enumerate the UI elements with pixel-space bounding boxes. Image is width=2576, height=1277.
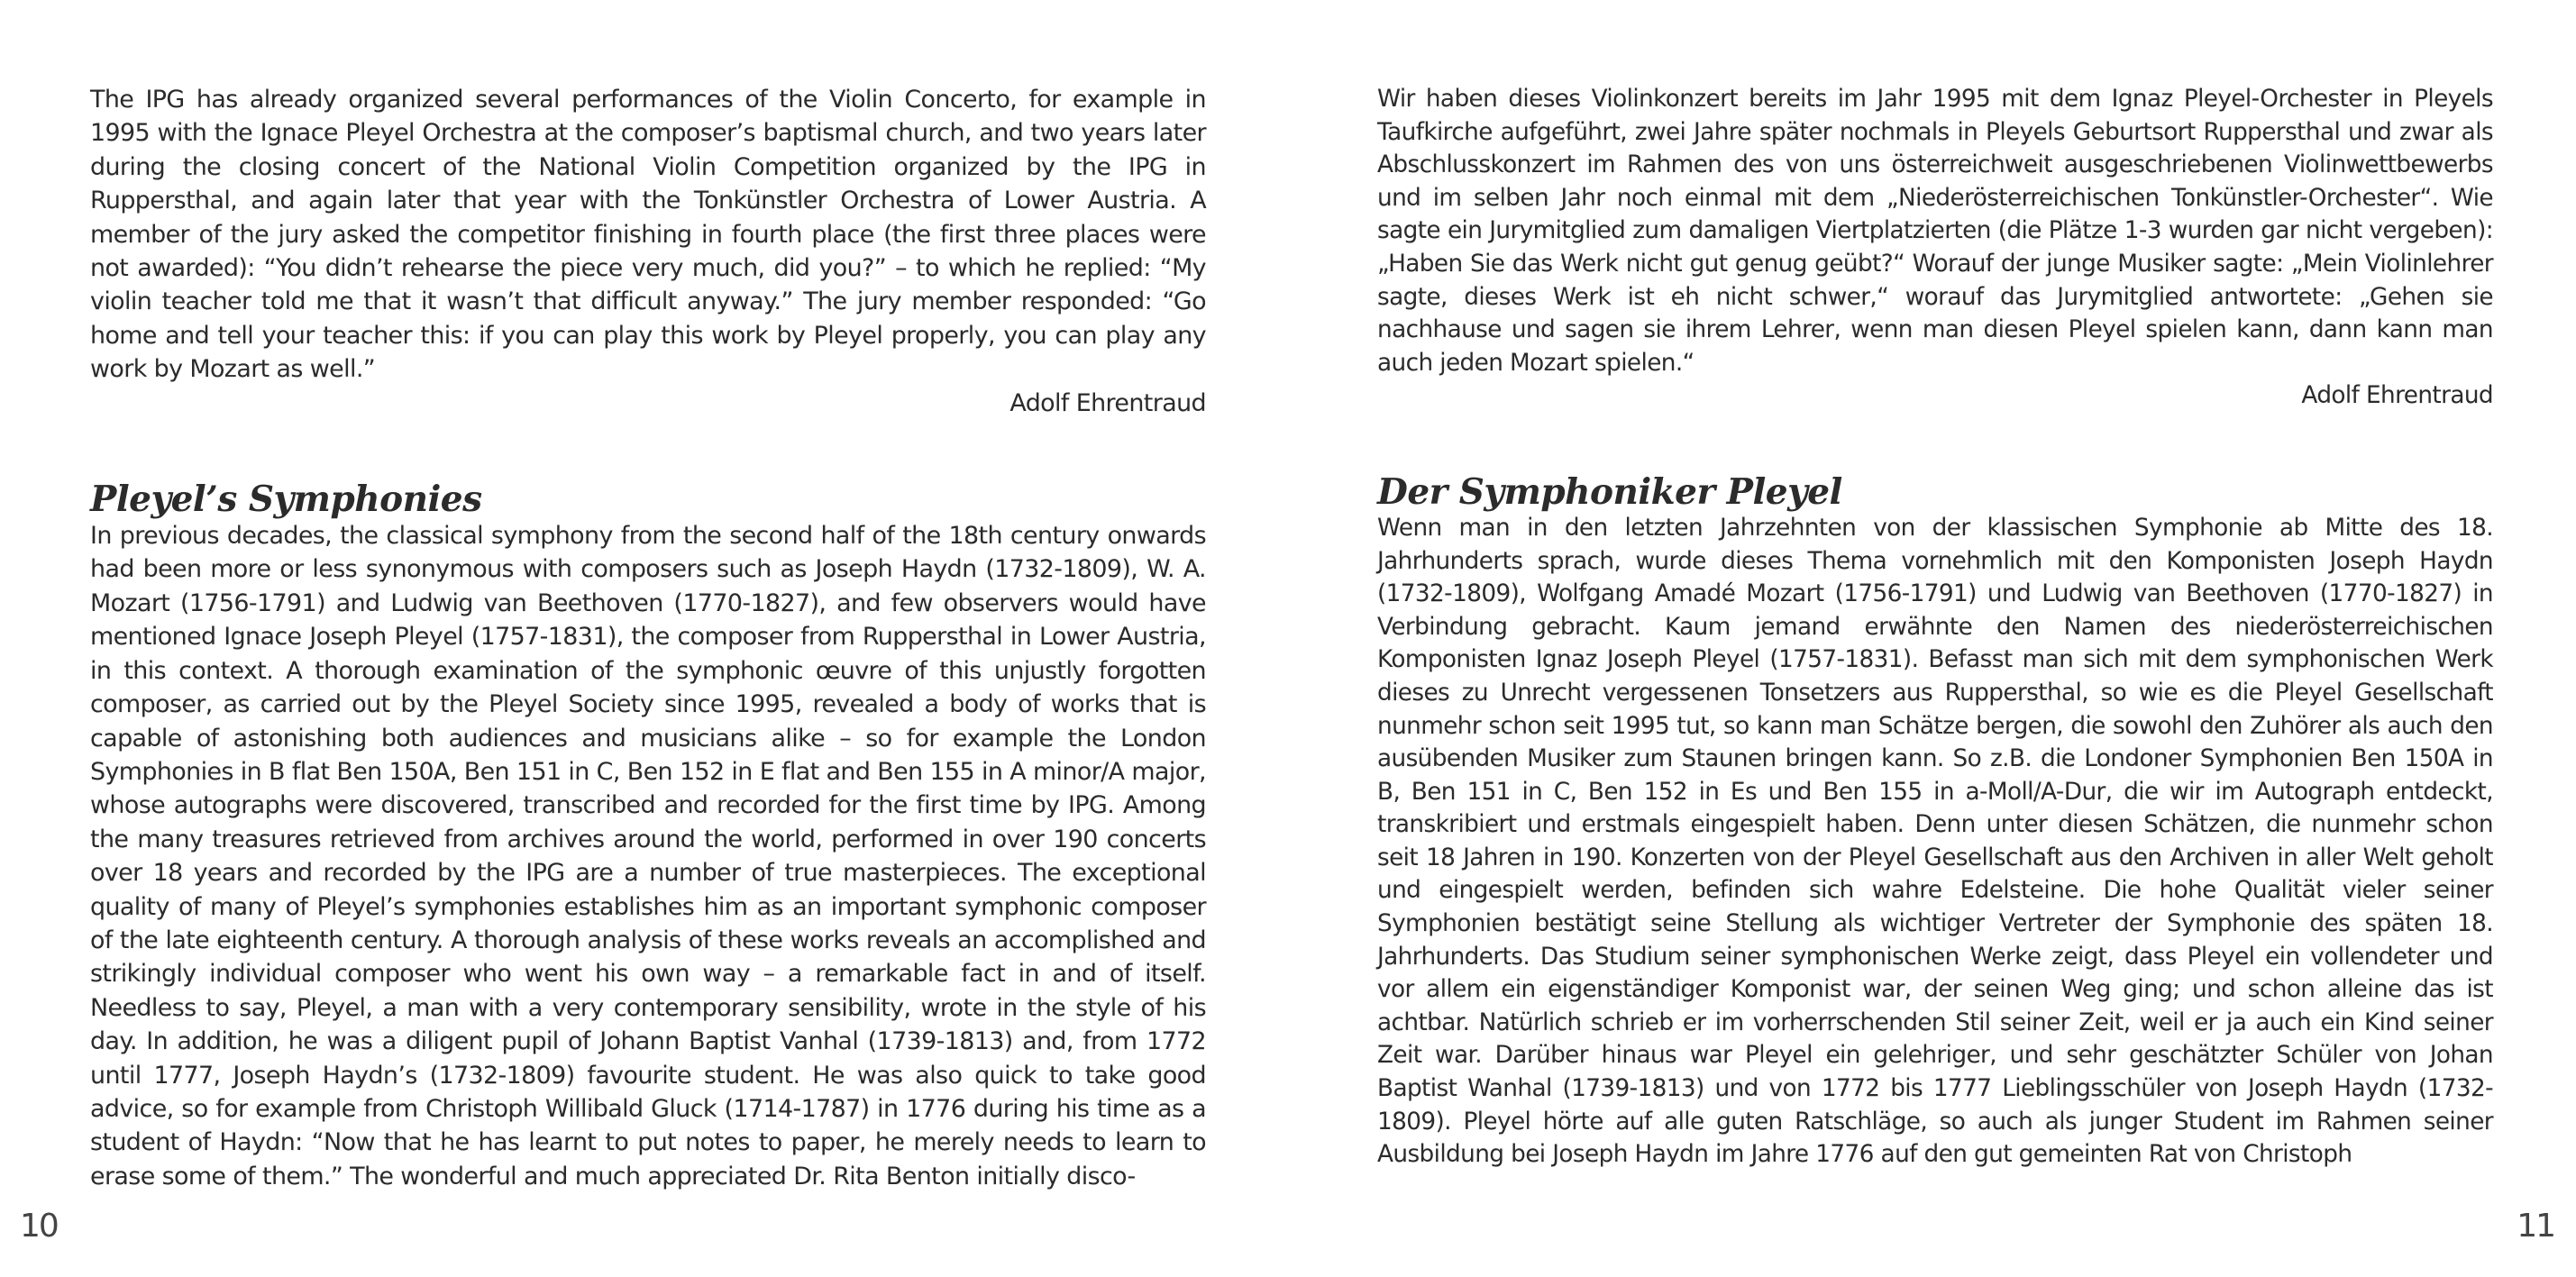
right-signature: Adolf Ehrentraud (2301, 382, 2493, 410)
right-body-paragraph: Wenn man in den letzten Jahrzehnten von der klassischen Symphonie ab Mitte des 18. Jahrhunderts sprach, wurde dieses Thema vornehmlich mit den Komponisten Joseph Haydn (1732-1809), Wolfgang Amadé Mozart (1756-1791) und Ludwig van Beethoven (1770-1827) in Verbindung gebracht. Kaum jemand erwähnte den Namen des niederösterreichischen Komponisten Ignaz Joseph Pleyel (1757-1831). Befasst man sich mit dem symphonischen Werk dieses zu Unrecht vergessenen Tonsetzers aus Ruppersthal, so wie es die Pleyel Gesellschaft nunmehr schon seit 1995 tut, so kann man Schätze bergen, die sowohl den Zuhörer als auch den ausübenden Musiker zum Staunen bringen kann. So z.B. die Londoner Symphonien Ben 150A in B, Ben 151 in C, Ben 152 in Es und Ben 155 in a-Moll/A-Dur, die wir im Autograph entdeckt, transkribiert und erstmals eingespielt haben. Denn unter diesen Schätzen, die nunmehr schon seit 18 Jahren in 190. Konzerten von der Pleyel Gesellschaft aus den Archiven in aller Welt geholt und eingespielt werden, befinden sich wahre Edelsteine. Die hohe Qualität vieler seiner Symphonien bestätigt seine Stellung als wichtiger Vertreter der Symphonie des späten 18. Jahrhunderts. Das Studium seiner symphonischen Werke zeigt, dass Pleyel ein vollendeter und vor allem ein eigenständiger Komponist war, der seinen Weg ging; und schon alleine das ist achtbar. Natürlich schrieb er im vorherrschenden Stil seiner Zeit, weil er ja auch ein Kind seiner Zeit war. Darüber hinaus war Pleyel ein gelehriger, und sehr geschätzter Schüler von Johan Baptist Wanhal (1739-1813) und von 1772 bis 1777 Lieblingsschüler von Joseph Haydn (1732-1809). Pleyel hörte auf alle guten Ratschläge, so auch als junger Student im Rahmen seiner Ausbildung bei Joseph Haydn im Jahre 1776 auf den gut gemeinten Rat von Christoph (1377, 514, 2493, 1169)
left-page-number: 10 (20, 1208, 58, 1245)
right-section-heading: Der Symphoniker Pleyel (1377, 470, 1842, 513)
left-intro-paragraph: The IPG has already organized several performances of the Violin Concerto, for example in 1995 with the Ignace Pleyel Orchestra at the composer’s baptismal church, and two years later during the closing concert of the National Violin Competition organized by the IPG in Ruppersthal, and again later that year with the Tonkünstler Orchestra of Lower Austria. A member of the jury asked the competitor finishing in fourth place (the first three places were not awarded): “You didn’t rehearse the piece very much, did you?” – to which he replied: “My violin teacher told me that it wasn’t that difficult anyway.” The jury member responded: “Go home and tell your teacher this: if you can play this work by Pleyel properly, you can play any work by Mozart as well.” (90, 86, 1206, 384)
left-body-paragraph: In previous decades, the classical symphony from the second half of the 18th century onwards had been more or less synonymous with composers such as Joseph Haydn (1732-1809), W. A. Mozart (1756-1791) and Ludwig van Beethoven (1770-1827), and few observers would have mentioned Ignace Joseph Pleyel (1757-1831), the composer from Ruppersthal in Lower Austria, in this context. A thorough examination of the symphonic œuvre of this unjustly forgotten composer, as carried out by the Pleyel Society since 1995, revealed a body of works that is capable of astonishing both audiences and musicians alike – so for example the London Symphonies in B flat Ben 150A, Ben 151 in C, Ben 152 in E flat and Ben 155 in A minor/A major, whose autographs were discovered, transcribed and recorded for the first time by IPG. Among the many treasures retrieved from archives around the world, performed in over 190 concerts over 18 years and recorded by the IPG are a number of true masterpieces. The exceptional quality of many of Pleyel’s symphonies establishes him as an important symphonic composer of the late eighteenth century. A thorough analysis of these works reveals an accomplished and strikingly individual composer who went his own way – a remarkable fact in and of itself. Needless to say, Pleyel, a man with a very contemporary sensibility, wrote in the style of his day. In addition, he was a diligent pupil of Johann Baptist Vanhal (1739-1813) and, from 1772 until 1777, Joseph Haydn’s (1732-1809) favourite student. He was also quick to take good advice, so for example from Christoph Willibald Gluck (1714-1787) in 1776 during his time as a student of Haydn: “Now that he has learnt to put notes to paper, he merely needs to learn to erase some of them.” The wonderful and much appreciated Dr. Rita Benton initially disco- (90, 522, 1206, 1190)
right-page-column (1377, 83, 2493, 1172)
left-signature: Adolf Ehrentraud (1009, 388, 1206, 417)
right-page-number: 11 (2517, 1208, 2554, 1245)
left-page-column (90, 83, 1206, 1193)
right-intro-paragraph: Wir haben dieses Violinkonzert bereits im Jahr 1995 mit dem Ignaz Pleyel-Orchester in Pleyels Taufkirche aufgeführt, zwei Jahre später nochmals in Pleyels Geburtsort Ruppersthal und zwar als Abschlusskonzert im Rahmen des von uns österreichweit ausgeschriebenen Violinwettbewerbs und im selben Jahr noch einmal mit dem „Niederösterreichischen Tonkünstler-Orchester“. Wie sagte ein Jurymitglied zum damaligen Viertplatzierten (die Plätze 1-3 wurden gar nicht vergeben): „Haben Sie das Werk nicht gut genug geübt?“ Worauf der junge Musiker sagte: „Mein Violinlehrer sagte, dieses Werk ist eh nicht schwer,“ worauf das Jurymitglied antwortete: „Gehen sie nachhause und sagen sie ihrem Lehrer, wenn man diesen Pleyel spielen kann, dann kann man auch jeden Mozart spielen.“ (1377, 86, 2493, 377)
left-section-heading: Pleyel’s Symphonies (90, 479, 482, 521)
